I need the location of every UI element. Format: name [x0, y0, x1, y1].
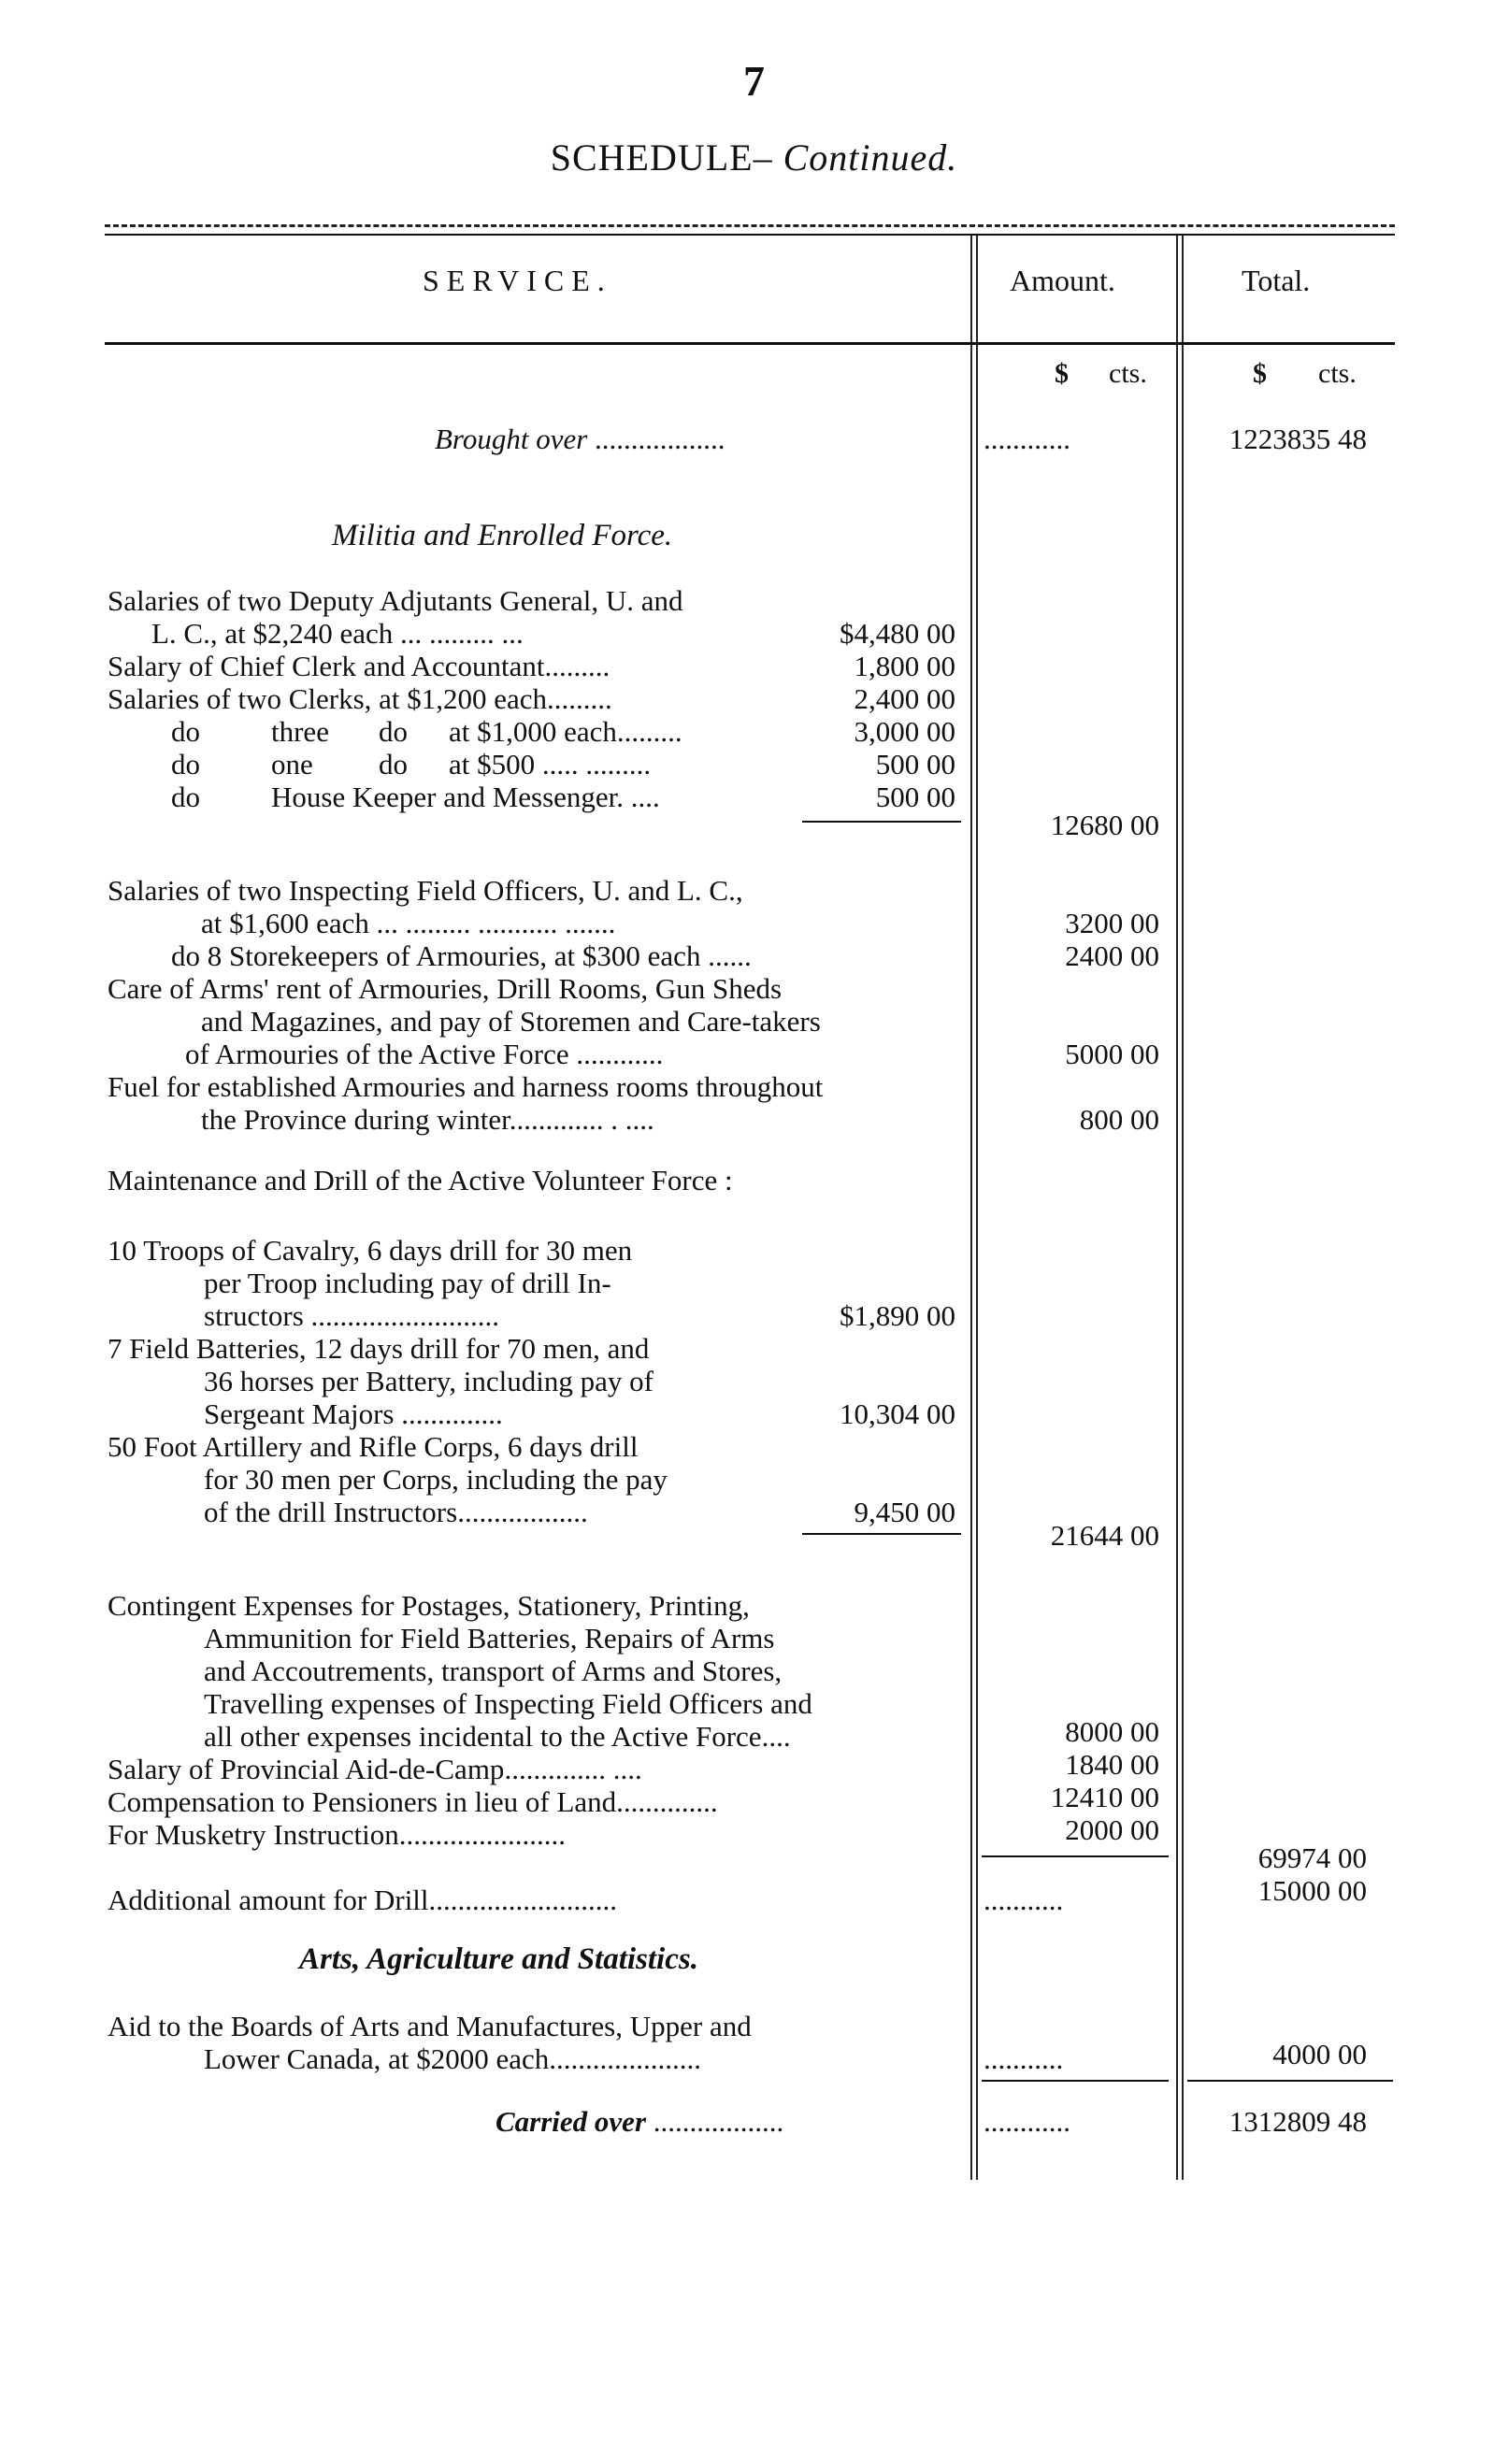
title-italic: Continued.	[783, 136, 958, 179]
additional-leader: ...........	[984, 1884, 1064, 1916]
contingent-line-5: all other expenses incidental to the Active Force....	[204, 1720, 791, 1753]
carried-over-leader: ............	[984, 2105, 1070, 2138]
maintenance-line-4: 7 Field Batteries, 12 days drill for 70 men, and	[108, 1332, 650, 1365]
page-number: 7	[743, 57, 765, 105]
inspecting-line-2: at $1,600 each ... ......... ........... .......	[201, 907, 616, 939]
maintenance-line-5: 36 horses per Battery, including pay of	[204, 1365, 653, 1397]
contingent-line-8: For Musketry Instruction.......................	[108, 1818, 566, 1851]
contingent-line-7: Compensation to Pensioners in lieu of Land..............	[108, 1785, 718, 1818]
maintenance-line-9: of the drill Instructors..................	[204, 1496, 588, 1528]
inspecting-line-1: Salaries of two Inspecting Field Officers, U. and L. C.,	[108, 874, 743, 907]
arts-leader: ...........	[984, 2042, 1064, 2075]
inspecting-line-2-amount: 3200 00	[1065, 907, 1159, 939]
brought-over-leader: ............	[984, 423, 1070, 455]
inspecting-line-8: the Province during winter............. . ....	[201, 1103, 654, 1136]
additional-label: Additional amount for Drill..........................	[108, 1884, 618, 1916]
contingent-line-8-amount: 2000 00	[1065, 1813, 1159, 1846]
militia-line-4-amount: 2,400 00	[854, 682, 955, 715]
contingent-line-3: and Accoutrements, transport of Arms and Stores,	[204, 1655, 783, 1687]
militia-subtotal-rule	[802, 821, 961, 823]
maintenance-subtotal-rule	[802, 1533, 961, 1535]
maintenance-line-8: for 30 men per Corps, including the pay	[204, 1463, 668, 1496]
militia-line-2-amount: $4,480 00	[840, 617, 955, 650]
contingent-line-4: Travelling expenses of Inspecting Field Officers and	[204, 1687, 812, 1720]
header-rule	[105, 342, 1395, 345]
page-title	[0, 136, 1508, 179]
arts-total: 4000 00	[1272, 2038, 1367, 2070]
inspecting-line-4: Care of Arms' rent of Armouries, Drill Rooms, Gun Sheds	[108, 972, 783, 1005]
carried-over-total: 1312809 48	[1228, 2105, 1367, 2138]
inspecting-line-3: do 8 Storekeepers of Armouries, at $300 each ......	[171, 939, 752, 972]
maintenance-line-6-amount: 10,304 00	[840, 1397, 955, 1430]
total-header: Total.	[1242, 264, 1311, 297]
arts-line-1: Aid to the Boards of Arts and Manufactures, Upper and	[108, 2010, 752, 2042]
militia-line-3-amount: 1,800 00	[854, 650, 955, 682]
inspecting-line-6-amount: 5000 00	[1065, 1038, 1159, 1070]
maintenance-line-1: 10 Troops of Cavalry, 6 days drill for 30 men	[108, 1234, 633, 1267]
arts-heading: Arts, Agriculture and Statistics.	[299, 1942, 698, 1976]
maintenance-line-3: structors ..........................	[204, 1299, 500, 1332]
militia-line-4: Salaries of two Clerks, at $1,200 each.........	[108, 682, 612, 715]
contingent-line-5-amount: 8000 00	[1065, 1715, 1159, 1748]
top-rule	[105, 234, 1395, 236]
maintenance-line-2: per Troop including pay of drill In-	[204, 1267, 611, 1299]
total-dollar-sign: $	[1253, 358, 1267, 389]
contingent-line-6-amount: 1840 00	[1065, 1748, 1159, 1781]
contingent-total: 69974 00	[1257, 1841, 1367, 1874]
contingent-subtotal-rule	[982, 1855, 1169, 1857]
inspecting-line-6: of Armouries of the Active Force ............	[185, 1038, 664, 1070]
militia-heading: Militia and Enrolled Force.	[332, 519, 673, 552]
militia-line-6-amount: 500 00	[875, 748, 955, 781]
column-divider-1b	[976, 236, 978, 2180]
column-divider-1	[970, 236, 972, 2180]
inspecting-line-7: Fuel for established Armouries and harness rooms throughout	[108, 1070, 824, 1103]
maintenance-subtotal: 21644 00	[1050, 1519, 1159, 1552]
amount-dollar-sign: $	[1055, 358, 1069, 389]
additional-total: 15000 00	[1257, 1874, 1367, 1907]
total-cents-label: cts.	[1318, 358, 1357, 389]
militia-line-2: L. C., at $2,240 each ... ......... ...	[151, 617, 524, 650]
brought-over-label: Brought over ..................	[435, 423, 725, 455]
service-header: SERVICE.	[423, 264, 612, 297]
maintenance-line-6: Sergeant Majors ..............	[204, 1397, 503, 1430]
maintenance-line-3-amount: $1,890 00	[840, 1299, 955, 1332]
contingent-line-7-amount: 12410 00	[1050, 1781, 1159, 1813]
brought-over-total: 1223835 48	[1228, 423, 1367, 455]
title-main: SCHEDULE–	[550, 136, 773, 179]
amount-cents-label: cts.	[1109, 358, 1147, 389]
maintenance-heading: Maintenance and Drill of the Active Volunteer Force :	[108, 1164, 733, 1196]
contingent-line-6: Salary of Provincial Aid-de-Camp.............. ....	[108, 1753, 642, 1785]
contingent-line-1: Contingent Expenses for Postages, Stationery, Printing,	[108, 1589, 750, 1622]
amount-header: Amount.	[1010, 264, 1115, 297]
arts-line-2: Lower Canada, at $2000 each.....................	[204, 2042, 702, 2075]
militia-line-5-amount: 3,000 00	[854, 715, 955, 748]
column-divider-2b	[1182, 236, 1184, 2180]
maintenance-line-9-amount: 9,450 00	[854, 1496, 955, 1528]
militia-line-1: Salaries of two Deputy Adjutants General, U. and	[108, 584, 683, 617]
militia-line-3: Salary of Chief Clerk and Accountant.........	[108, 650, 610, 682]
inspecting-line-5: and Magazines, and pay of Storemen and Care-takers	[201, 1005, 821, 1038]
maintenance-line-7: 50 Foot Artillery and Rifle Corps, 6 days drill	[108, 1430, 639, 1463]
inspecting-line-3-amount: 2400 00	[1065, 939, 1159, 972]
militia-line-7-amount: 500 00	[875, 781, 955, 813]
inspecting-line-8-amount: 800 00	[1079, 1103, 1159, 1136]
carried-over-label: Carried over ..................	[495, 2105, 784, 2138]
carried-over-rule-total	[1187, 2080, 1393, 2082]
carried-over-rule	[982, 2080, 1169, 2082]
top-dashed-rule	[105, 224, 1395, 227]
column-divider-2	[1176, 236, 1178, 2180]
contingent-line-2: Ammunition for Field Batteries, Repairs of Arms	[204, 1622, 775, 1655]
militia-subtotal: 12680 00	[1050, 809, 1159, 841]
